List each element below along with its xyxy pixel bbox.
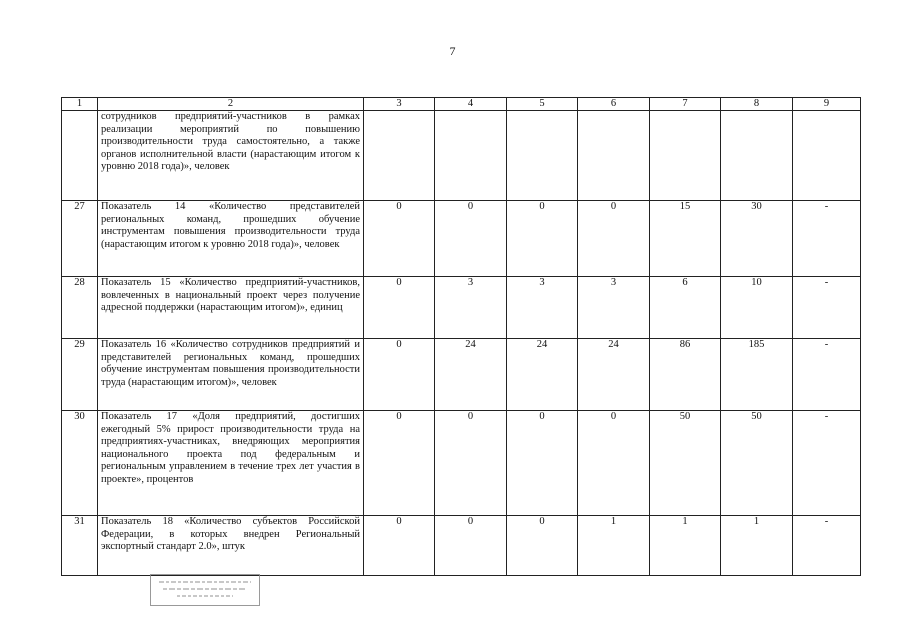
value-cell: 1 (721, 516, 793, 576)
row-number: 30 (62, 411, 98, 516)
header-cell: 1 (62, 98, 98, 111)
header-cell: 6 (578, 98, 650, 111)
table-row (62, 277, 861, 339)
value-cell: 50 (721, 411, 793, 516)
value-cell: 24 (507, 339, 578, 411)
table-row (62, 411, 861, 516)
row-number: 28 (62, 277, 98, 339)
header-cell: 8 (721, 98, 793, 111)
value-cell: 30 (721, 201, 793, 277)
value-cell: 0 (507, 411, 578, 516)
value-cell: 185 (721, 339, 793, 411)
value-cell: 6 (650, 277, 721, 339)
value-cell: - (793, 201, 861, 277)
value-cell (578, 111, 650, 201)
row-number: 31 (62, 516, 98, 576)
indicator-description: Показатель 18 «Количество субъектов Российской Федерации, в которых внедрен Региональный экспортный стандарт 2.0», штук (98, 516, 364, 576)
indicator-description: Показатель 14 «Количество представителей региональных команд, прошедших обучение инструментам повышения производительности труда (нарастающим итогом к уровню 2018 года)», человек (98, 201, 364, 277)
table-row (62, 339, 861, 411)
value-cell: - (793, 277, 861, 339)
value-cell: 1 (650, 516, 721, 576)
value-cell: - (793, 339, 861, 411)
value-cell: 1 (578, 516, 650, 576)
value-cell: 86 (650, 339, 721, 411)
row-number (62, 111, 98, 201)
value-cell: 3 (507, 277, 578, 339)
indicator-description: сотрудников предприятий-участников в рамках реализации мероприятий по повышению производительности труда самостоятельно, а также органов исполнительной власти (нарастающим итогом к уровню 2018 года)», человек (98, 111, 364, 201)
value-cell: 0 (364, 411, 435, 516)
value-cell: 0 (578, 201, 650, 277)
header-cell: 2 (98, 98, 364, 111)
header-cell: 4 (435, 98, 507, 111)
value-cell: 50 (650, 411, 721, 516)
indicators-table (61, 97, 861, 576)
value-cell: 24 (435, 339, 507, 411)
stamp-lines-icon (155, 577, 255, 601)
value-cell: - (793, 411, 861, 516)
value-cell (364, 111, 435, 201)
value-cell: 24 (578, 339, 650, 411)
indicator-description: Показатель 15 «Количество предприятий-участников, вовлеченных в национальный проект через получение адресной поддержки (нарастающим итогом)», единиц (98, 277, 364, 339)
header-cell: 7 (650, 98, 721, 111)
value-cell (435, 111, 507, 201)
value-cell: 0 (364, 201, 435, 277)
indicator-description: Показатель 16 «Количество сотрудников предприятий и представителей региональных команд, прошедших обучение инструментам повышения производительности труда (нарастающим итогом)», человек (98, 339, 364, 411)
value-cell: 10 (721, 277, 793, 339)
header-row (62, 98, 861, 111)
value-cell (721, 111, 793, 201)
row-number: 27 (62, 201, 98, 277)
row-number: 29 (62, 339, 98, 411)
value-cell: 0 (364, 516, 435, 576)
registration-stamp (150, 574, 260, 606)
value-cell: 0 (435, 411, 507, 516)
value-cell (650, 111, 721, 201)
value-cell: 15 (650, 201, 721, 277)
value-cell (507, 111, 578, 201)
value-cell: 0 (435, 201, 507, 277)
table-row (62, 516, 861, 576)
value-cell: 0 (507, 201, 578, 277)
indicator-description: Показатель 17 «Доля предприятий, достигших ежегодный 5% прирост производительности труда на предприятиях-участниках, внедряющих мероприятия национального проекта под федеральным и региональным управлением в течение трех лет участия в проекте», процентов (98, 411, 364, 516)
value-cell: 3 (578, 277, 650, 339)
value-cell: 3 (435, 277, 507, 339)
value-cell: - (793, 516, 861, 576)
value-cell: 0 (507, 516, 578, 576)
header-cell: 5 (507, 98, 578, 111)
page-number: 7 (449, 44, 456, 58)
table-row (62, 201, 861, 277)
table-row (62, 111, 861, 201)
value-cell: 0 (364, 339, 435, 411)
header-cell: 3 (364, 98, 435, 111)
value-cell: 0 (364, 277, 435, 339)
value-cell: 0 (435, 516, 507, 576)
value-cell: 0 (578, 411, 650, 516)
header-cell: 9 (793, 98, 861, 111)
value-cell (793, 111, 861, 201)
